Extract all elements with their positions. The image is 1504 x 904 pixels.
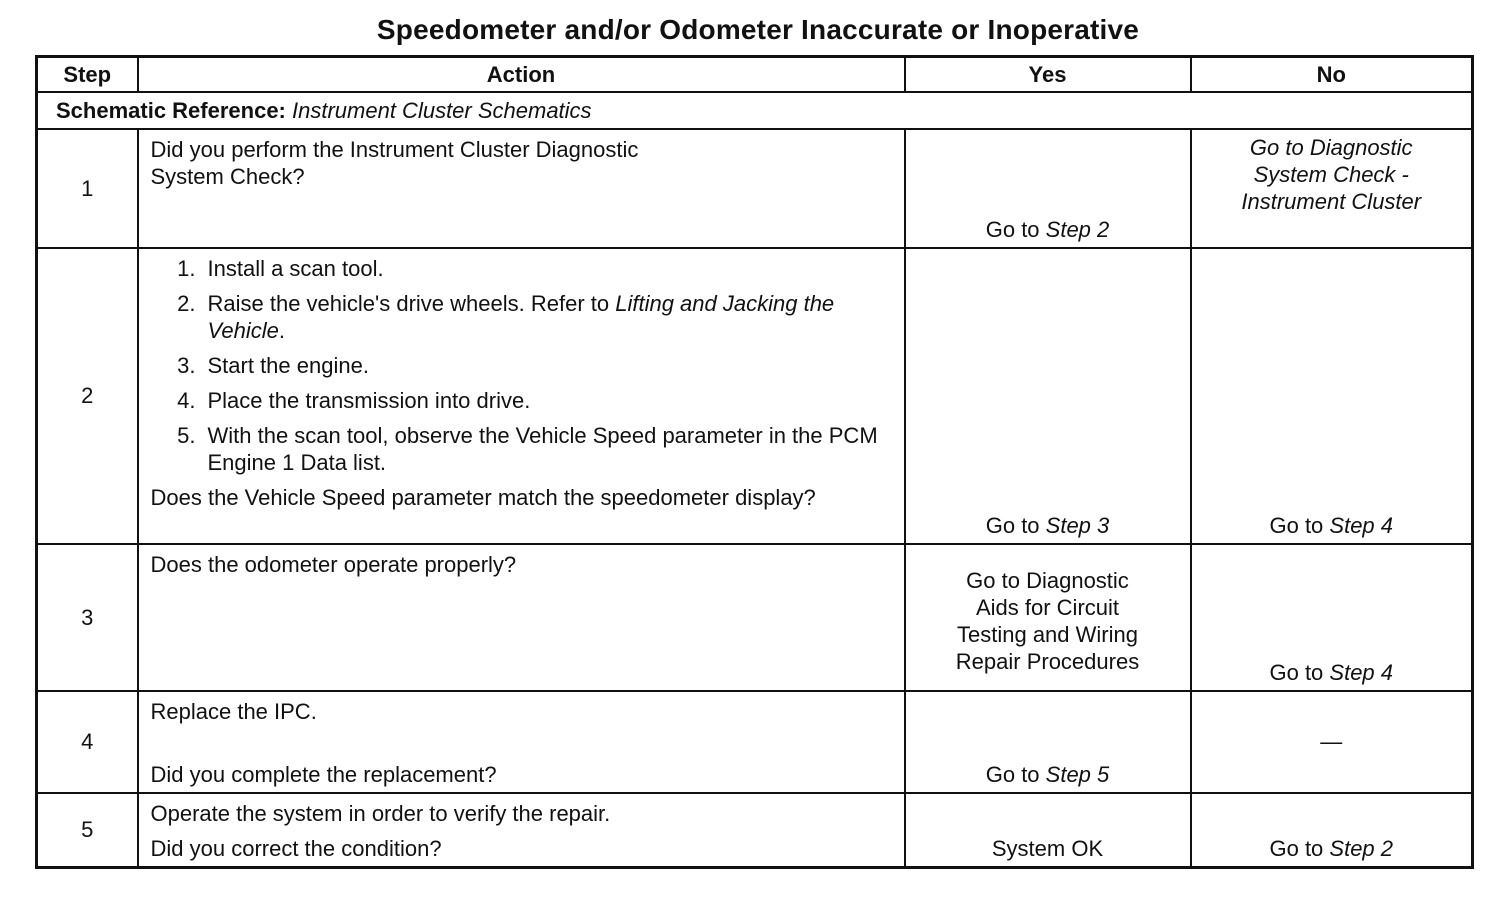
diagnostic-table [35,55,1474,869]
action-cell: Does the odometer operate properly? [138,544,905,691]
no-cell [1191,129,1473,248]
question-text: Did you correct the condition? [150,836,442,861]
yes-step-link: Step 3 [1045,513,1110,538]
yes-prefix: Go to [985,217,1046,242]
schematic-reference [37,92,1473,129]
list-item: 2. Raise the vehicle's drive wheels. Refer to Lifting and Jacking the Vehicle. [177,291,835,343]
action-cell [138,248,905,544]
yes-cell [905,129,1191,248]
table-row [37,544,1473,691]
yes-step-link: Step 2 [1045,217,1110,242]
list-item: 1. Install a scan tool. [177,256,384,281]
table-row [37,129,1473,248]
step-number: 5 [37,793,138,868]
action-line: Did you perform the Instrument Cluster Diagnostic [150,137,639,162]
step-number: 2 [37,248,138,544]
yes-cell: System OK [905,793,1191,868]
schematic-reference-label: Schematic Reference: [56,97,286,123]
yes-cell [905,544,1191,691]
yes-line: Aids for Circuit [975,595,1120,620]
page-title: Speedometer and/or Odometer Inaccurate or Inoperative [376,14,1140,45]
step-number: 1 [37,129,138,248]
action-cell [138,691,905,793]
yes-prefix: Go to [985,762,1046,787]
yes-line: Testing and Wiring [957,622,1138,647]
action-text: Operate the system in order to verify the repair. [150,801,611,826]
no-step-link: Step 4 [1329,660,1394,685]
no-cell [1191,544,1473,691]
no-prefix: Go to [1269,513,1330,538]
procedure-list [163,255,892,476]
action-text: Replace the IPC. [150,699,317,724]
yes-prefix: Go to [985,513,1046,538]
header-yes: Yes [905,57,1191,93]
no-step-link: Step 2 [1329,836,1394,861]
table-row [37,793,1473,868]
header-action: Action [138,57,905,93]
table-row [37,248,1473,544]
no-cell: — [1191,691,1473,793]
list-item: 3. Start the engine. [177,353,369,378]
list-item: 4. Place the transmission into drive. [177,388,531,413]
yes-line: Repair Procedures [955,649,1140,674]
table-row [37,691,1473,793]
step-number: 3 [37,544,138,691]
step-number: 4 [37,691,138,793]
header-step: Step [37,57,138,93]
yes-step-link: Step 5 [1045,762,1110,787]
yes-line: Go to Diagnostic [966,568,1129,593]
no-line: Instrument Cluster [1241,189,1422,214]
schematic-reference-link: Instrument Cluster Schematics [292,97,592,123]
question-text: Does the Vehicle Speed parameter match the speedometer display? [150,485,816,510]
no-line: Go to Diagnostic [1249,135,1413,160]
no-line: System Check - [1253,162,1409,187]
no-cell [1191,793,1473,868]
question-text: Did you complete the replacement? [150,762,497,787]
action-cell [138,129,905,248]
lifting-reference: Lifting and Jacking the Vehicle [207,291,835,343]
no-cell [1191,248,1473,544]
no-step-link: Step 4 [1329,513,1394,538]
no-prefix: Go to [1269,836,1330,861]
header-no: No [1191,57,1473,93]
yes-cell [905,691,1191,793]
list-item: 5. With the scan tool, observe the Vehicle Speed parameter in the PCM Engine 1 Data list. [177,423,878,475]
action-cell [138,793,905,868]
action-line: System Check? [150,164,305,189]
no-prefix: Go to [1269,660,1330,685]
header-row [37,57,1473,93]
yes-cell [905,248,1191,544]
schematic-reference-row [37,92,1473,129]
